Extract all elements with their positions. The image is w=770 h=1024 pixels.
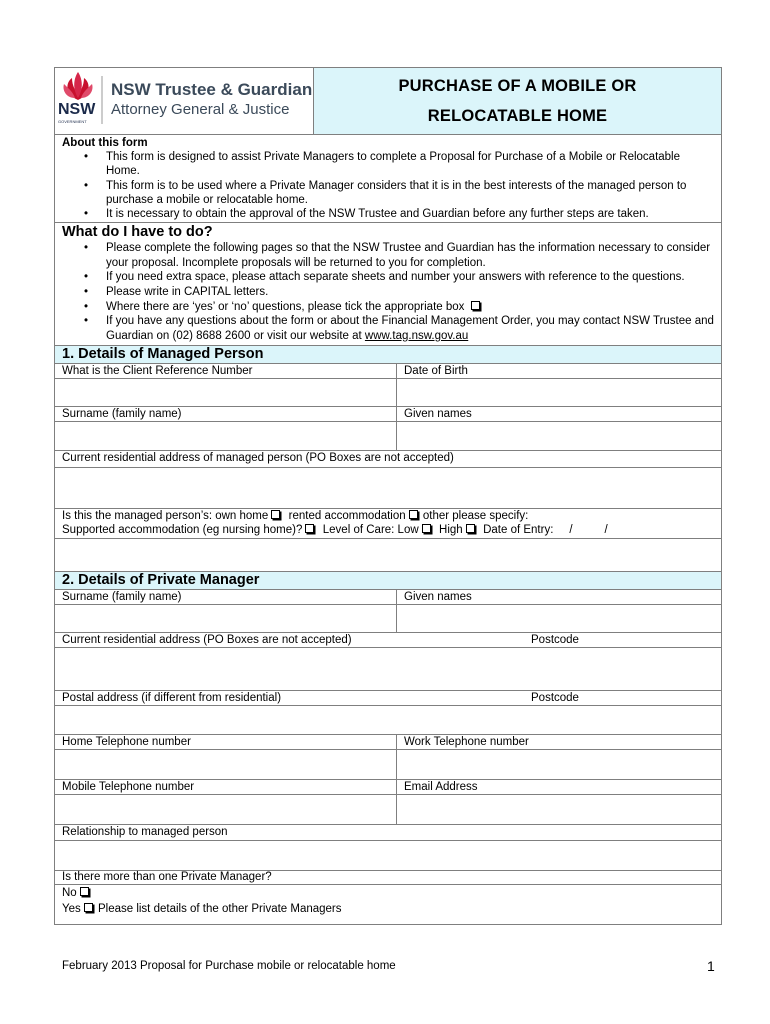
care-high-checkbox[interactable] — [466, 524, 475, 533]
accommodation-input[interactable] — [54, 539, 722, 572]
accommodation-row — [54, 509, 722, 539]
instruction-item — [106, 300, 715, 315]
more-pm-question: Is there more than one Private Manager? — [62, 871, 272, 884]
about-item: • This form is designed to assist Private Managers to complete a Proposal for Purchase of a Mobile or Relocatable Home. — [106, 150, 715, 178]
work-tel-input[interactable] — [397, 750, 721, 779]
about-section — [54, 135, 722, 223]
label-row — [54, 364, 722, 379]
dob-label: Date of Birth — [404, 365, 468, 378]
label-row — [54, 871, 722, 885]
mobile-label: Mobile Telephone number — [55, 780, 397, 794]
label-row — [54, 691, 722, 706]
website-link[interactable]: www.tag.nsw.gov.au — [364, 329, 469, 342]
label-row — [54, 451, 722, 468]
surname-input[interactable] — [55, 422, 397, 450]
email-input[interactable] — [397, 795, 721, 824]
label-row — [54, 780, 722, 795]
pm-postcode-label: Postcode — [531, 634, 579, 647]
instructions-heading: What do I have to do? — [62, 224, 213, 241]
title-line2: RELOCATABLE HOME — [427, 107, 608, 125]
supported-checkbox[interactable] — [305, 524, 314, 533]
form — [54, 67, 722, 925]
form-header — [54, 67, 722, 135]
more-pm-answer — [54, 885, 722, 925]
high-label: High — [439, 524, 463, 537]
instruction-text: If you have any questions about the form or about the Financial Management Order, you may contact NSW Trustee and Guardian on (02) 8688 2600 or visit our website at — [106, 315, 714, 342]
email-label: Email Address — [404, 781, 478, 794]
surname-label: Surname (family name) — [55, 407, 397, 421]
home-tel-label: Home Telephone number — [55, 735, 397, 749]
about-item: • This form is to be used where a Private Manager considers that it is in the best interests of the managed person to purchase a mobile or relocatable home. — [106, 179, 715, 207]
rented-label: rented accommodation — [288, 510, 406, 523]
pm-given-label: Given names — [404, 591, 472, 604]
postal-label: Postal address (if different from residential) — [62, 692, 282, 705]
work-tel-label: Work Telephone number — [404, 736, 529, 749]
mobile-input[interactable] — [55, 795, 397, 824]
home-question: Is this the managed person’s: own home — [62, 510, 269, 523]
client-ref-label: What is the Client Reference Number — [55, 364, 397, 378]
relationship-input[interactable] — [54, 841, 722, 871]
instruction-text: Where there are ‘yes’ or ‘no’ questions, please tick the appropriate box — [106, 300, 465, 313]
page-number: 1 — [707, 958, 715, 974]
no-checkbox[interactable] — [80, 887, 89, 896]
pm-given-input[interactable] — [397, 605, 721, 632]
supported-label: Supported accommodation (eg nursing home)? — [62, 524, 303, 537]
home-tel-input[interactable] — [55, 750, 397, 779]
given-names-input[interactable] — [397, 422, 721, 450]
date-slash: / — [604, 524, 608, 537]
client-ref-input[interactable] — [55, 379, 397, 406]
logo-gov-text: GOVERNMENT — [58, 119, 87, 124]
form-title — [313, 68, 721, 134]
care-label: Level of Care: Low — [322, 524, 419, 537]
logo-sub-text: Attorney General & Justice — [111, 101, 290, 118]
address-input[interactable] — [54, 468, 722, 509]
pm-address-input[interactable] — [54, 648, 722, 691]
no-label: No — [62, 887, 77, 900]
instruction-item: • Please complete the following pages so that the NSW Trustee and Guardian has the information necessary to consider your proposal. Incomplete proposals will be returned to you for completion. — [106, 241, 715, 270]
instruction-item: • If you need extra space, please attach separate sheets and number your answers with reference to the questions. — [106, 270, 715, 285]
about-item: • It is necessary to obtain the approval of the NSW Trustee and Guardian before any further steps are taken. — [106, 207, 715, 221]
own-home-checkbox[interactable] — [271, 510, 280, 519]
care-low-checkbox[interactable] — [422, 524, 431, 533]
yes-detail: Please list details of the other Private Managers — [97, 903, 342, 916]
postal-postcode-label: Postcode — [531, 692, 579, 705]
relationship-label: Relationship to managed person — [62, 826, 228, 839]
rented-checkbox[interactable] — [409, 510, 418, 519]
input-row — [54, 605, 722, 633]
address-label: Current residential address of managed person (PO Boxes are not accepted) — [62, 452, 454, 465]
entry-label: Date of Entry: — [483, 524, 554, 537]
about-heading: About this form — [62, 137, 148, 149]
yes-checkbox[interactable] — [84, 903, 93, 912]
instruction-item: • Please write in CAPITAL letters. — [106, 285, 715, 300]
checkbox-icon — [471, 301, 480, 310]
input-row — [54, 379, 722, 407]
date-slash: / — [569, 524, 573, 537]
pm-address-label: Current residential address (PO Boxes are not accepted) — [62, 634, 352, 647]
input-row — [54, 795, 722, 825]
yes-label: Yes — [62, 903, 81, 916]
pm-surname-input[interactable] — [55, 605, 397, 632]
logo-main-text: NSW Trustee & Guardian — [111, 80, 313, 99]
given-names-label: Given names — [404, 408, 472, 421]
label-row — [54, 590, 722, 605]
label-row — [54, 633, 722, 648]
label-row — [54, 735, 722, 750]
title-line1: PURCHASE OF A MOBILE OR — [398, 77, 637, 95]
pm-surname-label: Surname (family name) — [55, 590, 397, 604]
section1-title: 1. Details of Managed Person — [54, 346, 722, 364]
footer-text: February 2013 Proposal for Purchase mobile or relocatable home — [62, 960, 396, 972]
nsw-logo — [55, 68, 313, 134]
instructions-section — [54, 223, 722, 346]
label-row — [54, 825, 722, 841]
section2-title: 2. Details of Private Manager — [54, 572, 722, 590]
logo-nsw-text: NSW — [58, 101, 96, 118]
label-row — [54, 407, 722, 422]
input-row — [54, 422, 722, 451]
input-row — [54, 750, 722, 780]
dob-input[interactable] — [397, 379, 721, 406]
other-label: other please specify: — [422, 510, 529, 523]
instruction-item — [106, 314, 715, 343]
postal-input[interactable] — [54, 706, 722, 735]
